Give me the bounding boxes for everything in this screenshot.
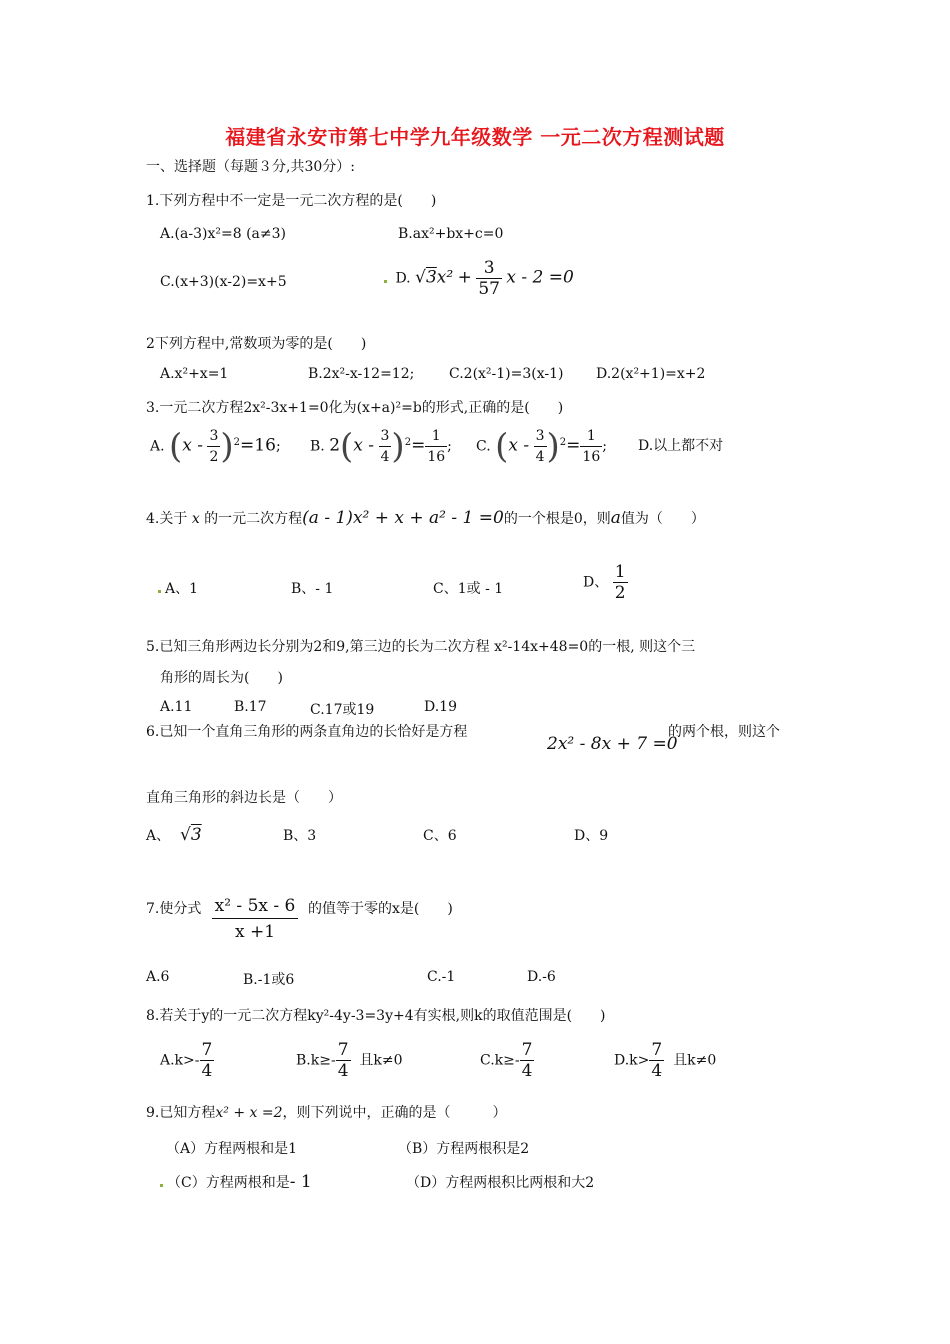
q6-option-a: A、 √3 [146, 825, 202, 845]
q3-option-c: C. (x - $\frac{3}{4}$ )$^2$= $\frac{1}{16}$ ; [476, 426, 607, 467]
q7-option-d: D.-6 [527, 969, 556, 985]
q2-option-d: D.2(x²+1)=x+2 [596, 366, 706, 382]
question-4-stem: 4.关于 x 的一元二次方程(a - 1)x² + x + a² - 1 =0的一个根是0，则a值为（ ） [146, 508, 705, 528]
q7-fraction: $\frac{\text{x² - 5x - 6}}{x +1}$ [212, 894, 298, 945]
q1-d-fraction: $\frac{3}{57}$ [478, 258, 500, 299]
q1-option-c: C.(x+3)(x-2)=x+5 [160, 274, 287, 290]
q6-a-sqrt: √3 [174, 825, 202, 845]
q3-b-rhs-fraction: $\frac{1}{16}$ [427, 428, 446, 465]
q8-option-a: A.k>- $\frac{7}{4}$ [160, 1040, 213, 1081]
q3-option-a: A. (x - $\frac{3}{2}$ )$^2$=16; [150, 426, 281, 467]
q4-option-a: A、1 [158, 578, 198, 598]
var-x: x [191, 511, 200, 527]
q6-option-b: B、3 [283, 828, 317, 844]
q3-c-fraction: $\frac{3}{4}$ [535, 428, 545, 465]
question-5-stem-line1: 5.已知三角形两边长分别为2和9,第三边的长为二次方程 x²-14x+48=0的一根, 则这个三 [146, 639, 696, 655]
q7-option-b: B.-1或6 [243, 972, 295, 988]
q4-d-fraction: $\frac{1}{2}$ [614, 562, 626, 603]
q3-c-rhs-fraction: $\frac{1}{16}$ [582, 428, 601, 465]
q9-option-d: （D）方程两根积比两根和大2 [406, 1175, 595, 1191]
q7-option-a: A.6 [146, 969, 170, 985]
q2-option-c: C.2(x²-1)=3(x-1) [449, 366, 564, 382]
q9-option-b: （B）方程两根积是2 [398, 1141, 530, 1157]
q8-option-c: C.k≥- $\frac{7}{4}$ [480, 1040, 533, 1081]
question-7-stem-a: 7.使分式 [146, 901, 202, 917]
q2-option-b: B.2x²-x-12=12; [308, 366, 415, 382]
question-1-stem: 1.下列方程中不一定是一元二次方程的是( ) [146, 193, 437, 209]
q7-option-c: C.-1 [427, 969, 456, 985]
question-8-stem: 8.若关于y的一元二次方程ky²-4y-3=3y+4有实根,则k的取值范围是( ) [146, 1008, 606, 1024]
q8-option-d: D.k> $\frac{7}{4}$ 且k≠0 [614, 1040, 717, 1081]
q5-option-b: B.17 [234, 699, 267, 715]
q6-option-c: C、6 [423, 828, 457, 844]
q5-option-c: C.17或19 [310, 702, 375, 718]
page-title: 福建省永安市第七中学九年级数学 一元二次方程测试题 [225, 125, 725, 149]
q6-equation: 2x² - 8x + 7 =0 [547, 734, 678, 754]
q3-option-b: B. 2(x - $\frac{3}{4}$ )$^2$= $\frac{1}{16}$ ; [310, 426, 452, 467]
question-7-stem-b: 的值等于零的x是( ) [308, 901, 453, 917]
var-a: a [610, 508, 621, 528]
question-5-stem-line2: 角形的周长为( ) [160, 670, 283, 686]
q2-option-a: A.x²+x=1 [160, 366, 229, 382]
question-6-stem-a: 6.已知一个直角三角形的两条直角边的长恰好是方程 [146, 724, 468, 740]
q1-d-sqrt: √3 [415, 267, 437, 288]
q5-option-a: A.11 [160, 699, 193, 715]
q8-option-b: B.k≥- $\frac{7}{4}$ 且k≠0 [296, 1040, 403, 1081]
q1-d-label: D. [395, 270, 411, 287]
q3-b-fraction: $\frac{3}{4}$ [380, 428, 390, 465]
q5-option-d: D.19 [424, 699, 457, 715]
q4-option-d: D、 $\frac{1}{2}$ [583, 562, 626, 603]
q9-equation: x² + x =2 [215, 1105, 283, 1121]
q4-option-c: C、1或 - 1 [433, 581, 504, 597]
q1-d-plus: + [457, 267, 472, 288]
q1-d-tail: x - 2 =0 [506, 267, 574, 288]
question-6-stem-line2: 直角三角形的斜边长是（ ） [146, 790, 342, 806]
q1-option-a: A.(a-3)x²=8 (a≠3) [160, 226, 286, 242]
question-9-stem: 9.已知方程x² + x =2，则下列说中，正确的是（ ） [146, 1105, 507, 1121]
q1-d-x2: x² [436, 267, 454, 288]
q1-option-d [384, 258, 574, 299]
q1-option-b: B.ax²+bx+c=0 [398, 226, 504, 242]
question-2-stem: 2下列方程中,常数项为零的是( ) [146, 336, 367, 352]
q4-equation: (a - 1)x² + x + a² - 1 =0 [302, 508, 504, 528]
q6-option-d: D、9 [574, 828, 609, 844]
q3-a-fraction: $\frac{3}{2}$ [209, 428, 219, 465]
q9-option-a: （A）方程两根和是1 [166, 1141, 298, 1157]
section-heading: 一、选择题（每题３分,共30分）: [146, 159, 355, 175]
marker-dot [384, 280, 387, 283]
question-3-stem: 3.一元二次方程2x²-3x+1=0化为(x+a)²=b的形式,正确的是( ) [146, 400, 564, 416]
q9-option-c: （C）方程两根和是- 1 [160, 1172, 312, 1192]
q4-option-b: B、- 1 [291, 581, 334, 597]
q3-option-d: D.以上都不对 [638, 438, 724, 454]
question-6-stem-b: 的两个根，则这个 [668, 724, 780, 740]
